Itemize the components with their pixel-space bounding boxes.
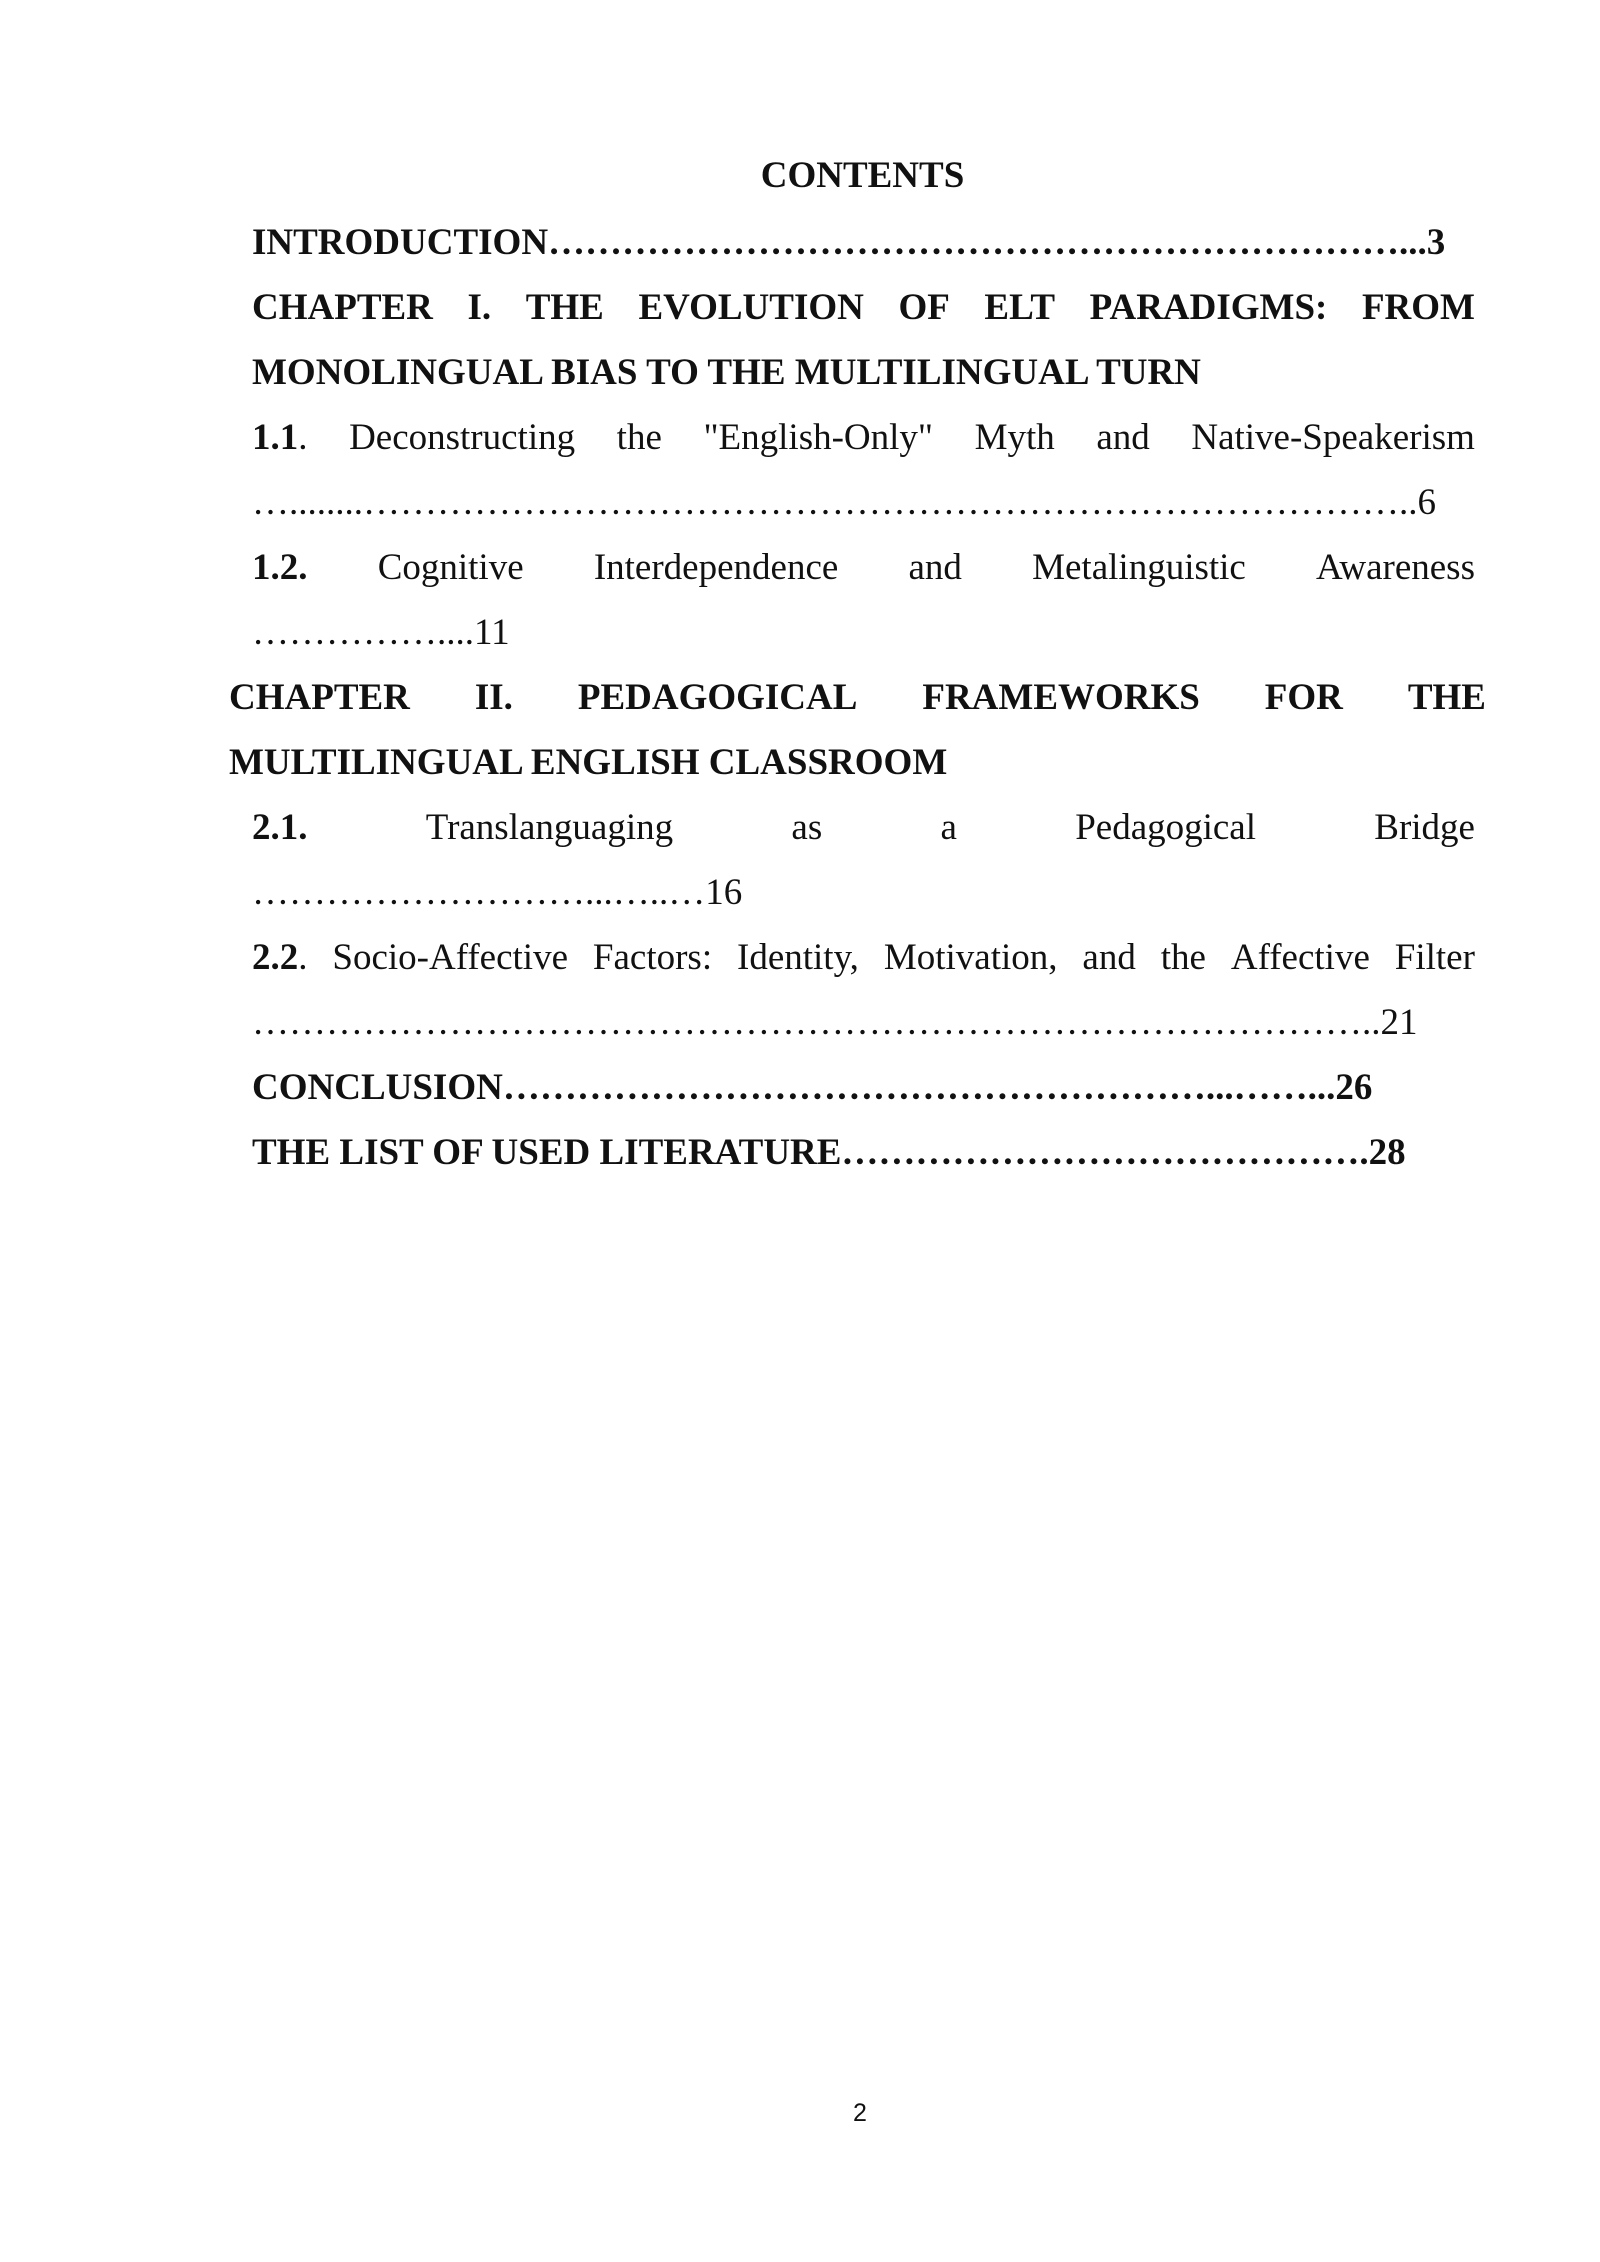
toc-word: and [1096, 417, 1150, 458]
toc-word: CHAPTER [252, 287, 433, 328]
toc-word: "English-Only" [703, 417, 934, 458]
toc-word: Deconstructing [349, 417, 576, 458]
toc-word: Identity, [737, 937, 859, 978]
toc-entry-section-2-1 [252, 803, 1475, 853]
toc-word: II. [474, 677, 513, 718]
toc-word: Translanguaging [425, 807, 674, 848]
toc-leader-section-2-2: ………………………………………………………………………………..21 [252, 1002, 1418, 1043]
section-number-dot: . [298, 937, 308, 978]
toc-leader-section-2-1: ………………………...…..…16 [252, 872, 743, 913]
toc-word: and [908, 547, 962, 588]
section-number: 1.1 [252, 417, 299, 458]
toc-entry-chapter-2-continued: MULTILINGUAL ENGLISH CLASSROOM [229, 742, 948, 783]
section-number-dot: . [298, 417, 308, 458]
toc-word: as [791, 807, 823, 848]
toc-word: ELT [984, 287, 1056, 328]
toc-word: PEDAGOGICAL [577, 677, 858, 718]
section-number-wrapper [252, 933, 308, 983]
toc-entry-section-1-2 [252, 543, 1475, 593]
toc-word: FROM [1361, 287, 1475, 328]
toc-word: Awareness [1316, 547, 1475, 588]
toc-word: Motivation, [883, 937, 1058, 978]
toc-entry-chapter-2 [229, 673, 1486, 723]
toc-word: Cognitive [377, 547, 524, 588]
toc-entry-section-2-2 [252, 933, 1475, 983]
section-number-wrapper [252, 413, 308, 463]
toc-word: FOR [1264, 677, 1343, 718]
toc-entry-chapter-1 [252, 283, 1475, 333]
toc-word: EVOLUTION [638, 287, 864, 328]
toc-word: Factors: [592, 937, 713, 978]
toc-word: Metalinguistic [1032, 547, 1246, 588]
toc-entry-conclusion: CONCLUSION…………………………………………………...……...26 [252, 1067, 1373, 1108]
toc-word: OF [898, 287, 950, 328]
toc-word: Native-Speakerism [1191, 417, 1475, 458]
toc-entry-introduction: INTRODUCTION……………………………………………………………...3 [252, 222, 1446, 263]
page-title: CONTENTS [760, 155, 965, 196]
toc-word: THE [1407, 677, 1486, 718]
toc-leader-section-1-2: ……………....11 [252, 612, 510, 653]
toc-word: a [940, 807, 957, 848]
toc-leader-section-1-1: …........…………………………………………………………………………..6 [252, 482, 1436, 523]
toc-word: Socio-Affective [332, 937, 569, 978]
toc-word: PARADIGMS: [1089, 287, 1328, 328]
section-number: 2.1. [252, 807, 308, 848]
toc-entry-chapter-1-continued: MONOLINGUAL BIAS TO THE MULTILINGUAL TURN [252, 352, 1201, 393]
toc-word: CHAPTER [229, 677, 410, 718]
toc-word: Filter [1394, 937, 1475, 978]
toc-entry-literature: THE LIST OF USED LITERATURE…………………………………….28 [252, 1132, 1406, 1173]
toc-word: Bridge [1374, 807, 1475, 848]
page-number: 2 [853, 2099, 867, 2127]
toc-word: and [1082, 937, 1136, 978]
toc-word: Myth [974, 417, 1055, 458]
toc-word: Affective [1230, 937, 1370, 978]
toc-word: the [1160, 937, 1206, 978]
toc-word: I. [467, 287, 492, 328]
toc-word: the [616, 417, 662, 458]
toc-word: Pedagogical [1075, 807, 1257, 848]
toc-word: FRAMEWORKS [922, 677, 1200, 718]
section-number: 2.2 [252, 937, 299, 978]
toc-entry-section-1-1 [252, 413, 1475, 463]
toc-word: Interdependence [593, 547, 839, 588]
toc-word: THE [525, 287, 604, 328]
section-number: 1.2. [252, 547, 308, 588]
